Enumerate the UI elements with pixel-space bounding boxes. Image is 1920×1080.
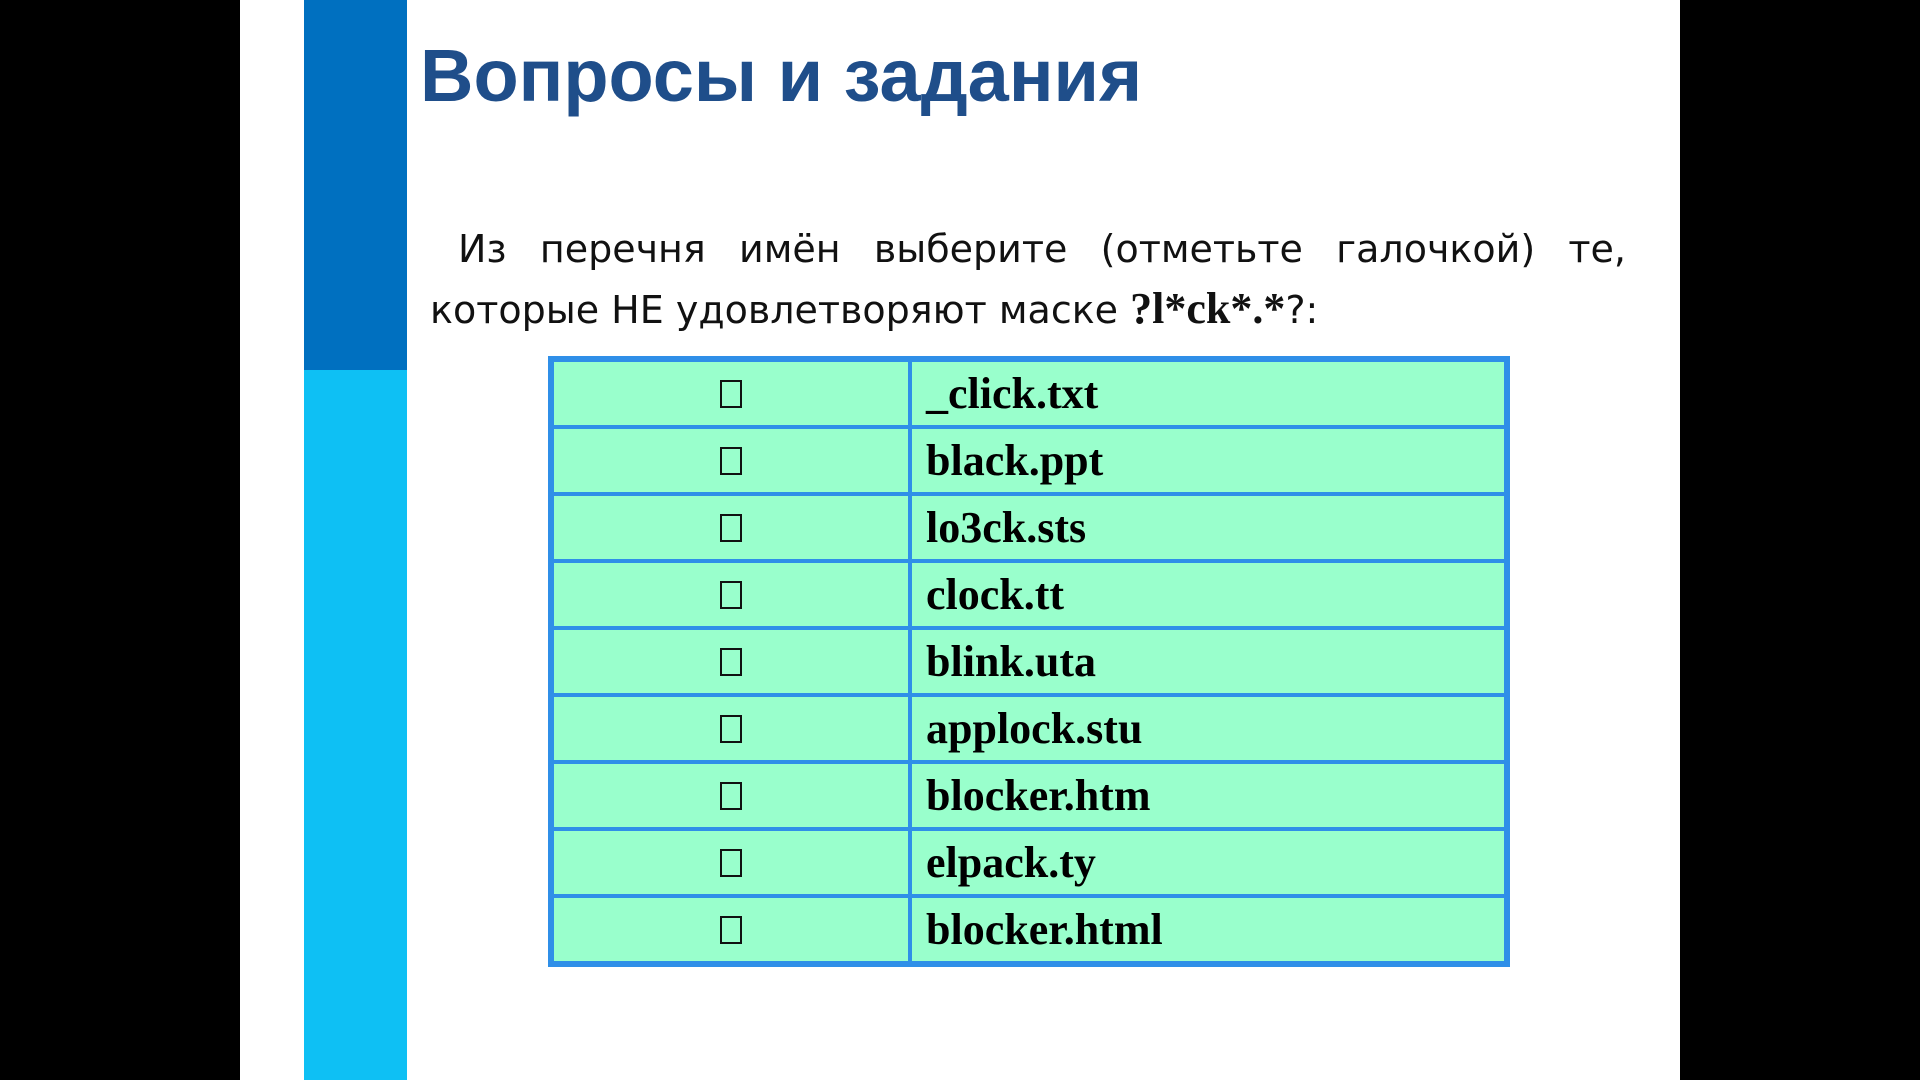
accent-bar-light bbox=[304, 370, 407, 1080]
prompt-text: Из перечня имён выберите (отметьте галочкой) те, которые НЕ удовлетворяют маске bbox=[430, 227, 1626, 332]
table-row bbox=[551, 561, 1507, 628]
file-name: _click.txt bbox=[910, 359, 1507, 427]
table-row bbox=[551, 695, 1507, 762]
checkbox[interactable] bbox=[720, 514, 742, 542]
checkbox[interactable] bbox=[720, 916, 742, 944]
table-row bbox=[551, 896, 1507, 964]
file-name: clock.tt bbox=[910, 561, 1507, 628]
mask-pattern: ?l*ck*.* bbox=[1130, 284, 1286, 333]
slide-title: Вопросы и задания bbox=[420, 34, 1143, 117]
task-prompt bbox=[430, 220, 1626, 340]
checkbox[interactable] bbox=[720, 849, 742, 877]
table-row bbox=[551, 427, 1507, 494]
checkbox[interactable] bbox=[720, 581, 742, 609]
file-name: elpack.ty bbox=[910, 829, 1507, 896]
checkbox[interactable] bbox=[720, 648, 742, 676]
accent-bar-dark bbox=[304, 0, 407, 370]
file-name: black.ppt bbox=[910, 427, 1507, 494]
prompt-end: ?: bbox=[1285, 288, 1319, 332]
checkbox-cell bbox=[551, 494, 910, 561]
table-row bbox=[551, 762, 1507, 829]
checkbox-cell bbox=[551, 359, 910, 427]
table-row bbox=[551, 628, 1507, 695]
slide bbox=[240, 0, 1680, 1080]
file-name: blocker.htm bbox=[910, 762, 1507, 829]
file-names-table bbox=[548, 356, 1510, 967]
checkbox[interactable] bbox=[720, 782, 742, 810]
file-name: lo3ck.sts bbox=[910, 494, 1507, 561]
file-name: applock.stu bbox=[910, 695, 1507, 762]
checkbox[interactable] bbox=[720, 715, 742, 743]
checkbox-cell bbox=[551, 896, 910, 964]
checkbox-cell bbox=[551, 628, 910, 695]
checkbox[interactable] bbox=[720, 380, 742, 408]
checkbox-cell bbox=[551, 762, 910, 829]
table-row bbox=[551, 359, 1507, 427]
checkbox-cell bbox=[551, 561, 910, 628]
checkbox[interactable] bbox=[720, 447, 742, 475]
checkbox-cell bbox=[551, 427, 910, 494]
table-row bbox=[551, 494, 1507, 561]
checkbox-cell bbox=[551, 695, 910, 762]
file-name: blocker.html bbox=[910, 896, 1507, 964]
table-row bbox=[551, 829, 1507, 896]
checkbox-cell bbox=[551, 829, 910, 896]
file-name: blink.uta bbox=[910, 628, 1507, 695]
